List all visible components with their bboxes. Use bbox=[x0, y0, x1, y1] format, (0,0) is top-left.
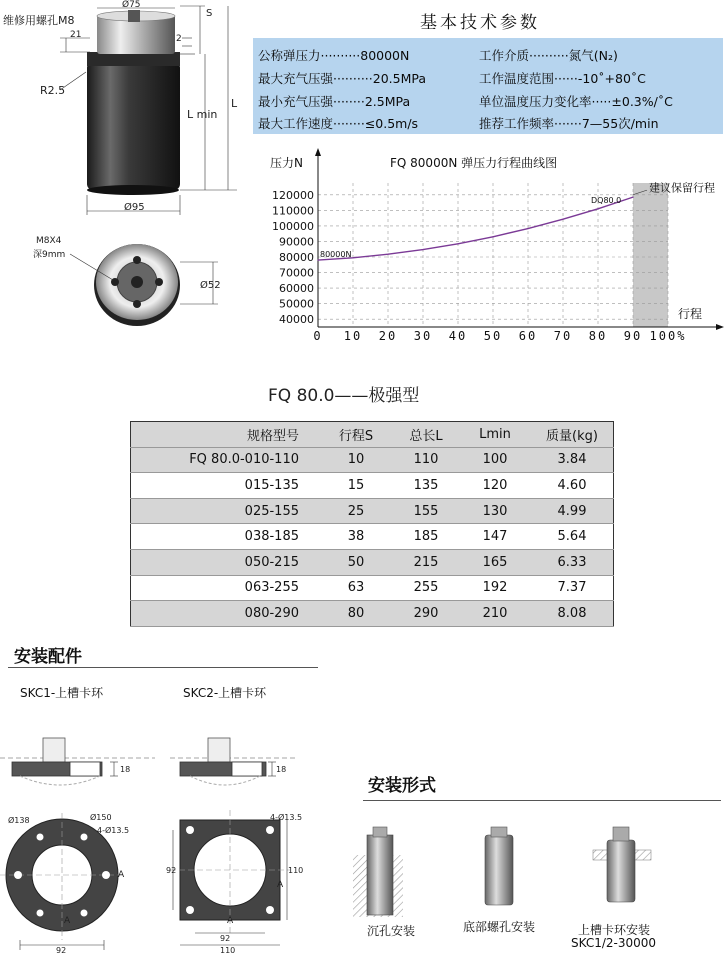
table-cell: 025-155 bbox=[131, 498, 320, 524]
table-cell: 6.33 bbox=[531, 549, 614, 575]
skc2-dim-w92: 92 bbox=[220, 934, 231, 943]
spec-dots: ····· bbox=[591, 94, 612, 109]
data-point bbox=[387, 254, 388, 255]
y-tick-label: 50000 bbox=[279, 297, 314, 311]
x-tick-label: 50 bbox=[483, 329, 503, 343]
spec-row-4 bbox=[258, 114, 418, 132]
spec-label: 单位温度压力变化率 bbox=[479, 94, 592, 109]
mount-clamp-label: 上槽卡环安装 bbox=[578, 923, 651, 937]
table-cell: 80 bbox=[319, 601, 393, 627]
table-cell: 63 bbox=[319, 575, 393, 601]
spec-title: 基本技术参数 bbox=[420, 13, 540, 33]
mounting-divider bbox=[363, 800, 721, 801]
table-cell: 135 bbox=[393, 473, 459, 499]
dim-depth: 深9mm bbox=[33, 250, 66, 260]
x-tick-label: 0 bbox=[313, 329, 323, 343]
skc2-dim-a2: A bbox=[227, 916, 234, 926]
spec-dots: ·········· bbox=[320, 48, 361, 63]
y-tick-label: 40000 bbox=[279, 313, 314, 327]
table-cell: 120 bbox=[459, 473, 531, 499]
spec-label: 工作介质 bbox=[479, 48, 530, 63]
table-cell: 5.64 bbox=[531, 524, 614, 550]
dim-m8x4: M8X4 bbox=[36, 236, 62, 246]
repair-hole-label: 维修用螺孔M8 bbox=[3, 14, 75, 27]
col-lmin: Lmin bbox=[459, 422, 531, 448]
spec-row-3 bbox=[258, 92, 410, 110]
x-tick-label: 80 bbox=[588, 329, 608, 343]
spec-row-2 bbox=[258, 69, 426, 87]
mounting-drawings bbox=[345, 825, 725, 920]
table-cell: 215 bbox=[393, 549, 459, 575]
skc2-section-drawing bbox=[170, 718, 300, 800]
col-stroke: 行程S bbox=[319, 422, 393, 448]
table-row bbox=[131, 524, 614, 550]
spec-value: ±0.3%/˚C bbox=[611, 94, 673, 109]
spec-row-1b bbox=[479, 46, 618, 64]
spec-dots: ······ bbox=[554, 71, 578, 86]
skc2-dim-holes: 4-Ø13.5 bbox=[270, 813, 303, 822]
skc1-section-drawing bbox=[0, 718, 160, 800]
table-cell: 50 bbox=[319, 549, 393, 575]
col-model: 规格型号 bbox=[131, 422, 320, 448]
skc1-label: SKC1-上槽卡环 bbox=[20, 686, 104, 700]
table-cell: 290 bbox=[393, 601, 459, 627]
spec-dots: ········ bbox=[333, 116, 365, 131]
cylinder-top-view bbox=[0, 228, 250, 338]
x-tick-label: 60 bbox=[518, 329, 538, 343]
y-axis-arrow bbox=[315, 148, 321, 156]
x-tick-label: 10 bbox=[343, 329, 363, 343]
series-end-label: DQ80.0 bbox=[591, 195, 622, 205]
mount-bottom-thread-label: 底部螺孔安装 bbox=[463, 920, 536, 934]
skc1-dim-a1: A bbox=[118, 870, 125, 880]
series-start-label: 80000N bbox=[320, 250, 352, 260]
spec-value: 2.5MPa bbox=[364, 94, 411, 109]
data-point bbox=[317, 260, 318, 261]
spec-row-1 bbox=[258, 46, 409, 64]
spec-dots: ·········· bbox=[529, 48, 569, 63]
y-tick-label: 60000 bbox=[279, 282, 314, 296]
reserve-region bbox=[633, 183, 668, 327]
spec-value: 氮气(N₂) bbox=[568, 48, 618, 63]
table-cell: 147 bbox=[459, 524, 531, 550]
dim-l: L bbox=[231, 97, 238, 110]
x-axis-arrow bbox=[716, 324, 724, 330]
table-row bbox=[131, 447, 614, 473]
data-point bbox=[632, 197, 633, 198]
table-cell: 10 bbox=[319, 447, 393, 473]
col-mass: 质量(kg) bbox=[531, 422, 614, 448]
x-tick-label: 30 bbox=[413, 329, 433, 343]
x-tick-label: 100% bbox=[649, 329, 687, 343]
accessories-title: 安装配件 bbox=[14, 647, 82, 667]
y-tick-label: 100000 bbox=[272, 219, 314, 233]
data-point bbox=[457, 243, 458, 244]
table-header-row bbox=[131, 422, 614, 448]
chart-title: FQ 80000N 弹压力行程曲线图 bbox=[390, 156, 558, 170]
data-point bbox=[352, 257, 353, 258]
spec-value: -10˚+80˚C bbox=[577, 71, 646, 86]
table-row bbox=[131, 473, 614, 499]
x-tick-label: 70 bbox=[553, 329, 573, 343]
skc1-dim-a2: A bbox=[64, 916, 71, 926]
data-point bbox=[492, 236, 493, 237]
spec-row-2b bbox=[479, 69, 646, 87]
table-cell: 7.37 bbox=[531, 575, 614, 601]
skc2-dim-w110: 110 bbox=[220, 946, 236, 955]
spec-value: 7—55次/min bbox=[581, 116, 659, 131]
table-cell: 165 bbox=[459, 549, 531, 575]
dim-r25: R2.5 bbox=[40, 84, 66, 97]
spec-label: 工作温度范围 bbox=[479, 71, 555, 86]
y-tick-label: 120000 bbox=[272, 188, 314, 202]
spec-value: ≤0.5m/s bbox=[364, 116, 419, 131]
x-tick-label: 90 bbox=[623, 329, 643, 343]
table-cell: 210 bbox=[459, 601, 531, 627]
spec-dots: ········ bbox=[333, 94, 365, 109]
mount-counterbore-label: 沉孔安装 bbox=[367, 924, 416, 938]
x-axis-label: 行程 bbox=[678, 307, 703, 321]
skc2-dim-110: 110 bbox=[288, 866, 304, 875]
skc1-plan-drawing bbox=[0, 805, 160, 955]
spec-dots: ······· bbox=[554, 116, 582, 131]
product-title: FQ 80.0——极强型 bbox=[268, 386, 420, 406]
spec-value: 80000N bbox=[360, 48, 410, 63]
dim-d52: Ø52 bbox=[200, 280, 221, 291]
table-cell: 192 bbox=[459, 575, 531, 601]
table-row bbox=[131, 549, 614, 575]
data-point bbox=[562, 219, 563, 220]
dim-lmin: L min bbox=[187, 108, 218, 121]
table-cell: 15 bbox=[319, 473, 393, 499]
dim-s: S bbox=[206, 8, 213, 19]
skc1-dim-92: 92 bbox=[56, 946, 67, 955]
skc2-dim-92: 92 bbox=[166, 866, 177, 875]
skc1-dim-18: 18 bbox=[120, 765, 131, 774]
data-point bbox=[597, 208, 598, 209]
x-tick-label: 40 bbox=[448, 329, 468, 343]
accessories-divider bbox=[8, 667, 318, 668]
skc1-dim-d138: Ø138 bbox=[8, 816, 30, 825]
y-tick-label: 90000 bbox=[279, 235, 314, 249]
dim-d95: Ø95 bbox=[124, 202, 145, 213]
spec-dots: ·········· bbox=[333, 71, 373, 86]
spec-row-3b bbox=[479, 92, 673, 110]
table-cell: 38 bbox=[319, 524, 393, 550]
dim-d75: Ø75 bbox=[122, 0, 141, 10]
x-tick-label: 20 bbox=[378, 329, 398, 343]
table-cell: 080-290 bbox=[131, 601, 320, 627]
mounting-title: 安装形式 bbox=[368, 776, 436, 796]
spec-label: 推荐工作频率 bbox=[479, 116, 555, 131]
col-length: 总长L bbox=[393, 422, 459, 448]
skc2-dim-a1: A bbox=[277, 880, 284, 890]
table-row bbox=[131, 601, 614, 627]
table-cell: 130 bbox=[459, 498, 531, 524]
dim-2: 2 bbox=[176, 34, 182, 44]
table-cell: 110 bbox=[393, 447, 459, 473]
dim-21: 21 bbox=[70, 30, 82, 40]
mount-clamp-model: SKC1/2-30000 bbox=[571, 936, 657, 950]
table-cell: 4.60 bbox=[531, 473, 614, 499]
skc2-dim-18: 18 bbox=[276, 765, 287, 774]
spec-label: 最小充气压强 bbox=[258, 94, 334, 109]
spec-row-4b bbox=[479, 114, 659, 132]
table-cell: 25 bbox=[319, 498, 393, 524]
y-tick-label: 110000 bbox=[272, 204, 314, 218]
table-cell: 015-135 bbox=[131, 473, 320, 499]
spec-value: 20.5MPa bbox=[372, 71, 427, 86]
table-cell: 185 bbox=[393, 524, 459, 550]
table-row bbox=[131, 498, 614, 524]
spec-label: 最大工作速度 bbox=[258, 116, 334, 131]
table-cell: 3.84 bbox=[531, 447, 614, 473]
table-cell: 038-185 bbox=[131, 524, 320, 550]
table-cell: 4.99 bbox=[531, 498, 614, 524]
skc2-plan-drawing bbox=[165, 805, 305, 955]
spec-label: 公称弹压力 bbox=[258, 48, 321, 63]
spec-label: 最大充气压强 bbox=[258, 71, 334, 86]
spec-table bbox=[130, 421, 614, 627]
data-point bbox=[422, 249, 423, 250]
table-cell: 8.08 bbox=[531, 601, 614, 627]
table-cell: 063-255 bbox=[131, 575, 320, 601]
table-cell: 255 bbox=[393, 575, 459, 601]
table-cell: 050-215 bbox=[131, 549, 320, 575]
skc2-label: SKC2-上槽卡环 bbox=[183, 686, 267, 700]
table-cell: FQ 80.0-010-110 bbox=[131, 447, 320, 473]
table-cell: 155 bbox=[393, 498, 459, 524]
skc1-dim-d150: Ø150 bbox=[90, 813, 112, 822]
table-row bbox=[131, 575, 614, 601]
y-tick-label: 70000 bbox=[279, 266, 314, 280]
spec-panel bbox=[253, 38, 723, 134]
pressure-stroke-chart bbox=[250, 140, 728, 350]
table-cell: 100 bbox=[459, 447, 531, 473]
skc1-dim-holes: 4-Ø13.5 bbox=[97, 826, 130, 835]
data-point bbox=[527, 228, 528, 229]
y-axis-label: 压力N bbox=[270, 156, 303, 170]
series-line bbox=[318, 197, 633, 260]
reserve-label: 建议保留行程 bbox=[649, 181, 715, 195]
y-tick-label: 80000 bbox=[279, 251, 314, 264]
